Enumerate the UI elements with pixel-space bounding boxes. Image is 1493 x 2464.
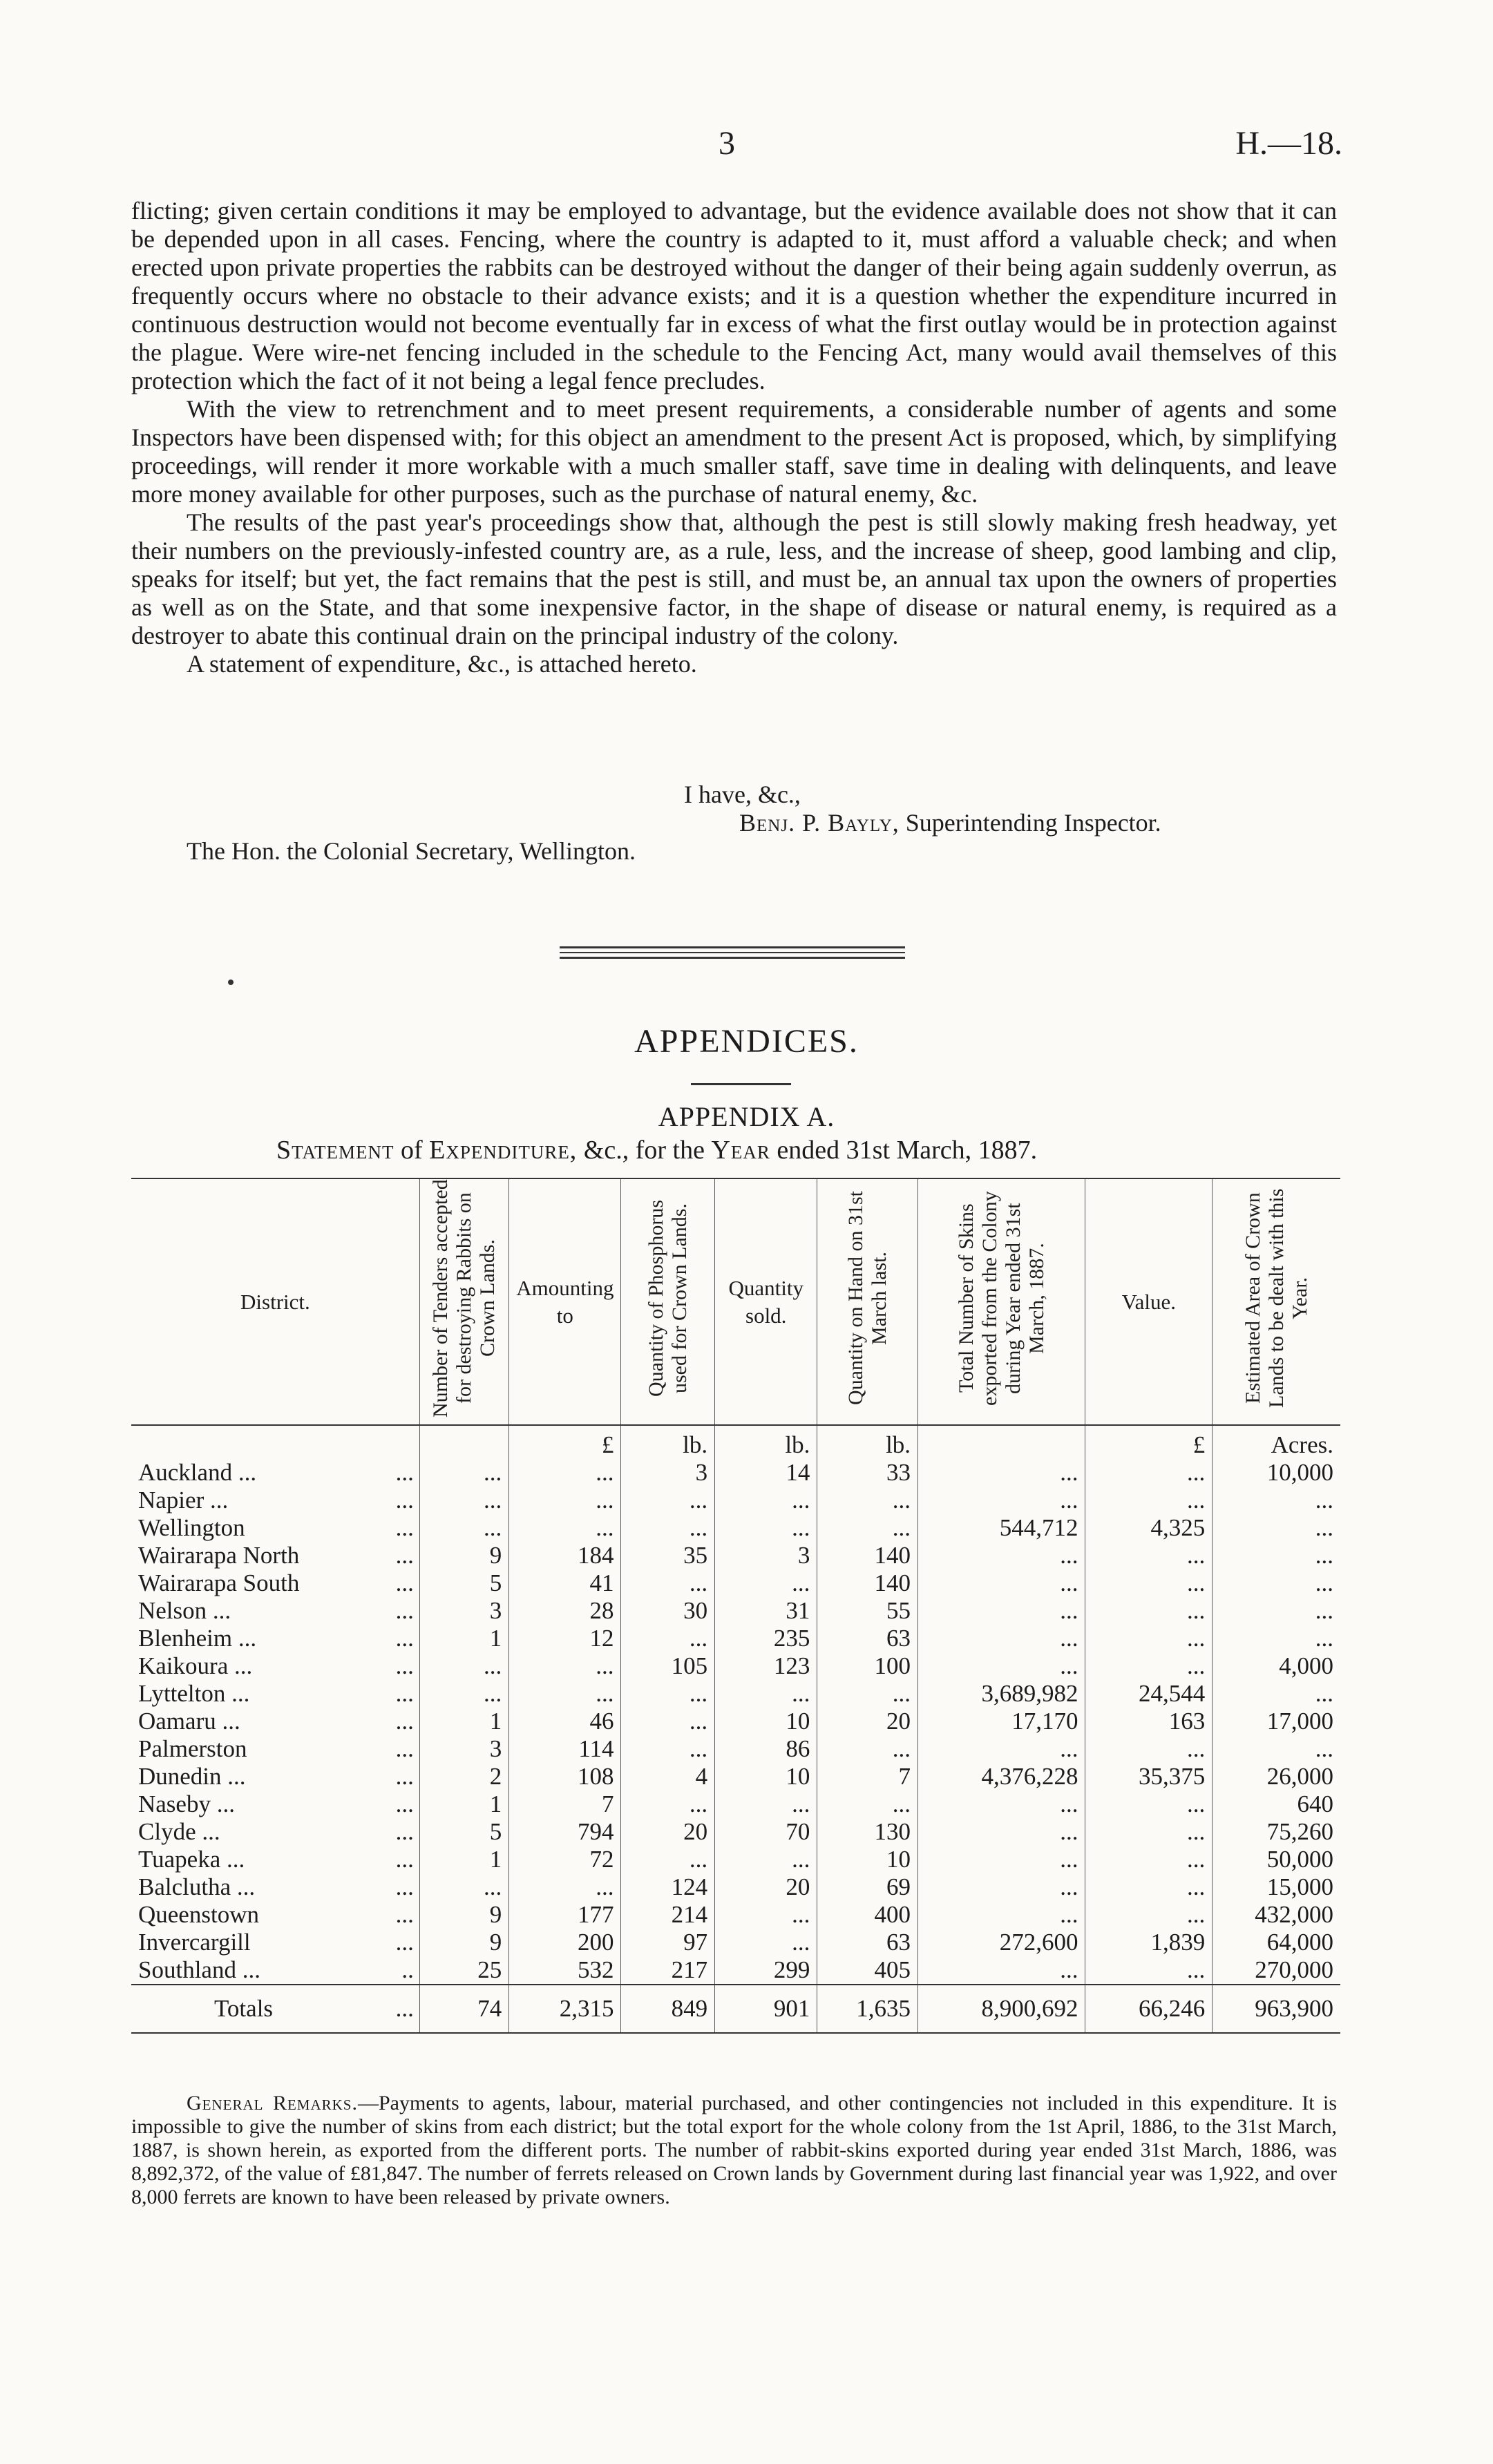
appendix-a-title: APPENDIX A. bbox=[658, 1101, 835, 1132]
cell-phosphorus: 105 bbox=[621, 1652, 715, 1680]
cell-on-hand: 400 bbox=[817, 1901, 918, 1929]
units-cell bbox=[918, 1425, 1085, 1459]
header-on-hand bbox=[817, 1178, 918, 1425]
cell-tenders: 5 bbox=[419, 1818, 508, 1846]
table-row bbox=[131, 1873, 1340, 1901]
cell-phosphorus: 30 bbox=[621, 1597, 715, 1625]
cell-sold: ... bbox=[715, 1790, 817, 1818]
cell-phosphorus: ... bbox=[621, 1735, 715, 1763]
units-cell: Acres. bbox=[1213, 1425, 1340, 1459]
cell-dots: ... bbox=[395, 1680, 414, 1707]
cell-value: ... bbox=[1085, 1846, 1213, 1873]
units-cell: £ bbox=[509, 1425, 621, 1459]
cell-value: ... bbox=[1085, 1652, 1213, 1680]
cell-area: ... bbox=[1213, 1735, 1340, 1763]
cell-amount: 177 bbox=[509, 1901, 621, 1929]
statement-word: Statement bbox=[276, 1136, 394, 1165]
table-row bbox=[131, 1514, 1340, 1542]
statement-word: of bbox=[400, 1136, 423, 1165]
cell-phosphorus: 217 bbox=[621, 1956, 715, 1985]
cell-on-hand: 69 bbox=[817, 1873, 918, 1901]
totals-row bbox=[131, 1985, 1340, 2033]
cell-district: Clyde ... bbox=[138, 1818, 220, 1845]
header-on-hand-text: Quantity on Hand on 31st March last. bbox=[844, 1191, 891, 1406]
cell-on-hand: ... bbox=[817, 1514, 918, 1542]
cell-dots: ... bbox=[395, 1542, 414, 1569]
cell-dots: ... bbox=[395, 1901, 414, 1928]
cell-amount: ... bbox=[509, 1459, 621, 1487]
cell-phosphorus: 124 bbox=[621, 1873, 715, 1901]
cell-sold: 31 bbox=[715, 1597, 817, 1625]
cell-value: 4,325 bbox=[1085, 1514, 1213, 1542]
units-cell: lb. bbox=[715, 1425, 817, 1459]
cell-district: Dunedin ... bbox=[138, 1763, 246, 1790]
signature-title: Superintending Inspector. bbox=[905, 809, 1161, 837]
cell-tenders: 1 bbox=[419, 1790, 508, 1818]
cell-on-hand: 55 bbox=[817, 1597, 918, 1625]
letter-body bbox=[131, 197, 1337, 678]
general-remarks bbox=[131, 2092, 1337, 2209]
cell-phosphorus: ... bbox=[621, 1569, 715, 1597]
units-cell: lb. bbox=[621, 1425, 715, 1459]
cell-phosphorus: 97 bbox=[621, 1929, 715, 1956]
cell-district: Blenheim ... bbox=[138, 1625, 257, 1652]
cell-tenders: 1 bbox=[419, 1846, 508, 1873]
cell-amount: 114 bbox=[509, 1735, 621, 1763]
cell-sold: 123 bbox=[715, 1652, 817, 1680]
cell-district: Napier ... bbox=[138, 1487, 229, 1513]
cell-dots: ... bbox=[395, 1569, 414, 1596]
statement-word: &c., for the bbox=[583, 1136, 705, 1165]
cell-dots: ... bbox=[395, 1763, 414, 1790]
cell-on-hand: 140 bbox=[817, 1542, 918, 1569]
document-reference: H.—18. bbox=[1235, 125, 1342, 162]
addressee: The Hon. the Colonial Secretary, Wellington. bbox=[187, 837, 636, 865]
paragraph-2: With the view to retrenchment and to meet present requirements, a considerable number of agents and some Inspectors have been dispensed with; for this object an amendment to the present Act is proposed, which, by simplifying proceedings, will render it more workable with a much smaller staff, save time in dealing with delinquents, and leave more money available for other purposes, such as the purchase of natural enemy, &c. bbox=[131, 395, 1337, 508]
header-sold: Quantity sold. bbox=[715, 1178, 817, 1425]
cell-amount: ... bbox=[509, 1652, 621, 1680]
cell-dots: ... bbox=[395, 1929, 414, 1956]
paragraph-1: flicting; given certain conditions it may be employed to advantage, but the evidence available does not show that it can be depended upon in all cases. Fencing, where the country is adapted to it, must afford a valuable check; and when erected upon private properties the rabbits can be destroyed without the danger of their being again suddenly overrun, as frequently occurs where no obstacle to their advance exists; and it is a question whether the expenditure incurred in continuous destruction would not become eventually far in excess of what the first outlay would be in protection against the plague. Were wire-net fencing included in the schedule to the Fencing Act, many would avail themselves of this protection which the fact of it not being a legal fence precludes. bbox=[131, 197, 1337, 394]
cell-amount: 200 bbox=[509, 1929, 621, 1956]
cell-on-hand: 100 bbox=[817, 1652, 918, 1680]
cell-on-hand: ... bbox=[817, 1735, 918, 1763]
cell-on-hand: ... bbox=[817, 1680, 918, 1708]
cell-amount: 72 bbox=[509, 1846, 621, 1873]
cell-phosphorus: 20 bbox=[621, 1818, 715, 1846]
cell-tenders: 9 bbox=[419, 1929, 508, 1956]
cell-phosphorus: ... bbox=[621, 1625, 715, 1652]
expenditure-table bbox=[131, 1178, 1340, 2034]
header-area-text: Estimated Area of Crown Lands to be dealt with this Year. bbox=[1241, 1188, 1311, 1408]
cell-area: ... bbox=[1213, 1487, 1340, 1514]
title-rule bbox=[691, 1083, 791, 1085]
cell-phosphorus: 4 bbox=[621, 1763, 715, 1790]
cell-tenders: 2 bbox=[419, 1763, 508, 1790]
cell-on-hand: 63 bbox=[817, 1929, 918, 1956]
header-value: Value. bbox=[1085, 1178, 1213, 1425]
cell-amount: 794 bbox=[509, 1818, 621, 1846]
statement-word: Expenditure, bbox=[429, 1136, 578, 1165]
cell-phosphorus: ... bbox=[621, 1708, 715, 1735]
units-cell bbox=[368, 1425, 420, 1459]
cell-tenders: 3 bbox=[419, 1597, 508, 1625]
table-row bbox=[131, 1487, 1340, 1514]
cell-value: ... bbox=[1085, 1569, 1213, 1597]
cell-dots: ... bbox=[395, 1790, 414, 1817]
cell-amount: 7 bbox=[509, 1790, 621, 1818]
units-cell: lb. bbox=[817, 1425, 918, 1459]
cell-amount: ... bbox=[509, 1514, 621, 1542]
cell-skins: 544,712 bbox=[918, 1514, 1085, 1542]
cell-district: Southland ... bbox=[138, 1956, 260, 1983]
signature bbox=[739, 809, 1161, 837]
cell-district: Nelson ... bbox=[138, 1597, 231, 1624]
cell-sold: ... bbox=[715, 1487, 817, 1514]
cell-phosphorus: 3 bbox=[621, 1459, 715, 1487]
cell-value: ... bbox=[1085, 1735, 1213, 1763]
cell-value: 163 bbox=[1085, 1708, 1213, 1735]
cell-skins: 8,900,692 bbox=[918, 1985, 1085, 2033]
cell-skins: ... bbox=[918, 1459, 1085, 1487]
cell-skins: ... bbox=[918, 1487, 1085, 1514]
cell-sold: 10 bbox=[715, 1708, 817, 1735]
cell-on-hand: 10 bbox=[817, 1846, 918, 1873]
cell-tenders: ... bbox=[419, 1680, 508, 1708]
cell-on-hand: 405 bbox=[817, 1956, 918, 1985]
cell-tenders: 1 bbox=[419, 1708, 508, 1735]
cell-area: 270,000 bbox=[1213, 1956, 1340, 1985]
cell-on-hand: 7 bbox=[817, 1763, 918, 1790]
cell-tenders: ... bbox=[419, 1514, 508, 1542]
units-cell bbox=[419, 1425, 508, 1459]
cell-sold: ... bbox=[715, 1514, 817, 1542]
cell-area: 17,000 bbox=[1213, 1708, 1340, 1735]
cell-skins: ... bbox=[918, 1790, 1085, 1818]
cell-district: Palmerston bbox=[138, 1735, 247, 1762]
table-row bbox=[131, 1929, 1340, 1956]
cell-skins: 17,170 bbox=[918, 1708, 1085, 1735]
cell-district: Totals bbox=[131, 1985, 368, 2033]
cell-sold: 86 bbox=[715, 1735, 817, 1763]
cell-amount: 28 bbox=[509, 1597, 621, 1625]
cell-dots: ... bbox=[395, 1708, 414, 1735]
cell-value: ... bbox=[1085, 1956, 1213, 1985]
cell-on-hand: 130 bbox=[817, 1818, 918, 1846]
cell-tenders: 25 bbox=[419, 1956, 508, 1985]
cell-skins: ... bbox=[918, 1735, 1085, 1763]
header-tenders-text: Number of Tenders accepted for destroying Rabbits on Crown Lands. bbox=[429, 1179, 500, 1417]
cell-district: Queenstown bbox=[138, 1901, 259, 1928]
cell-value: ... bbox=[1085, 1873, 1213, 1901]
table-row bbox=[131, 1901, 1340, 1929]
cell-skins: ... bbox=[918, 1569, 1085, 1597]
cell-skins: ... bbox=[918, 1652, 1085, 1680]
cell-dots: ... bbox=[395, 1514, 414, 1541]
cell-value: ... bbox=[1085, 1459, 1213, 1487]
cell-district: Wairarapa South bbox=[138, 1569, 300, 1596]
cell-phosphorus: ... bbox=[621, 1514, 715, 1542]
cell-tenders: 9 bbox=[419, 1542, 508, 1569]
cell-value: 66,246 bbox=[1085, 1985, 1213, 2033]
statement-word: ended 31st March, 1887. bbox=[777, 1136, 1038, 1165]
cell-dots: ... bbox=[368, 1985, 420, 2033]
section-divider bbox=[560, 946, 905, 962]
table-row bbox=[131, 1542, 1340, 1569]
cell-amount: 12 bbox=[509, 1625, 621, 1652]
cell-area: ... bbox=[1213, 1569, 1340, 1597]
cell-sold: 70 bbox=[715, 1818, 817, 1846]
cell-sold: 20 bbox=[715, 1873, 817, 1901]
cell-dots: ... bbox=[395, 1735, 414, 1762]
table-row bbox=[131, 1735, 1340, 1763]
cell-district: Balclutha ... bbox=[138, 1873, 256, 1900]
cell-value: 35,375 bbox=[1085, 1763, 1213, 1790]
table-row bbox=[131, 1569, 1340, 1597]
table-row bbox=[131, 1625, 1340, 1652]
statement-heading bbox=[276, 1135, 1037, 1165]
cell-amount: ... bbox=[509, 1680, 621, 1708]
cell-on-hand: ... bbox=[817, 1487, 918, 1514]
cell-value: ... bbox=[1085, 1901, 1213, 1929]
remarks-label: General Remarks. bbox=[187, 2092, 358, 2114]
cell-amount: 108 bbox=[509, 1763, 621, 1790]
cell-on-hand: 63 bbox=[817, 1625, 918, 1652]
cell-tenders: 5 bbox=[419, 1569, 508, 1597]
cell-dots: ... bbox=[395, 1625, 414, 1652]
table-row bbox=[131, 1846, 1340, 1873]
cell-phosphorus: ... bbox=[621, 1680, 715, 1708]
table-row bbox=[131, 1956, 1340, 1985]
cell-amount: 46 bbox=[509, 1708, 621, 1735]
cell-skins: ... bbox=[918, 1597, 1085, 1625]
cell-skins: 4,376,228 bbox=[918, 1763, 1085, 1790]
header-district: District. bbox=[131, 1178, 419, 1425]
table-row bbox=[131, 1597, 1340, 1625]
cell-phosphorus: ... bbox=[621, 1487, 715, 1514]
header-skins bbox=[918, 1178, 1085, 1425]
cell-area: 64,000 bbox=[1213, 1929, 1340, 1956]
cell-sold: ... bbox=[715, 1929, 817, 1956]
cell-dots: ... bbox=[395, 1459, 414, 1486]
cell-value: ... bbox=[1085, 1790, 1213, 1818]
cell-dots: ... bbox=[395, 1873, 414, 1900]
cell-skins: ... bbox=[918, 1901, 1085, 1929]
cell-amount: 184 bbox=[509, 1542, 621, 1569]
cell-dots: ... bbox=[395, 1487, 414, 1513]
cell-district: Oamaru ... bbox=[138, 1708, 240, 1735]
units-cell bbox=[131, 1425, 368, 1459]
header-amount: Amounting to bbox=[509, 1178, 621, 1425]
cell-area: 4,000 bbox=[1213, 1652, 1340, 1680]
cell-skins: ... bbox=[918, 1873, 1085, 1901]
cell-sold: ... bbox=[715, 1569, 817, 1597]
cell-skins: ... bbox=[918, 1625, 1085, 1652]
cell-sold: ... bbox=[715, 1901, 817, 1929]
cell-dots: ... bbox=[395, 1846, 414, 1873]
header-phosphorus-text: Quantity of Phosphorus used for Crown Lands. bbox=[644, 1200, 691, 1397]
cell-value: ... bbox=[1085, 1818, 1213, 1846]
cell-tenders: 74 bbox=[419, 1985, 508, 2033]
cell-district: Wairarapa North bbox=[138, 1542, 300, 1569]
statement-word: Year bbox=[711, 1136, 770, 1165]
closing: I have, &c., bbox=[684, 781, 801, 808]
cell-area: 26,000 bbox=[1213, 1763, 1340, 1790]
cell-phosphorus: ... bbox=[621, 1790, 715, 1818]
cell-area: 75,260 bbox=[1213, 1818, 1340, 1846]
cell-sold: 901 bbox=[715, 1985, 817, 2033]
cell-phosphorus: 214 bbox=[621, 1901, 715, 1929]
cell-skins: 272,600 bbox=[918, 1929, 1085, 1956]
cell-area: 15,000 bbox=[1213, 1873, 1340, 1901]
signature-name: Benj. P. Bayly, bbox=[739, 809, 900, 837]
cell-dots: ... bbox=[395, 1597, 414, 1624]
page-number: 3 bbox=[719, 125, 735, 162]
cell-tenders: 9 bbox=[419, 1901, 508, 1929]
cell-area: 432,000 bbox=[1213, 1901, 1340, 1929]
units-row bbox=[131, 1425, 1340, 1459]
cell-district: Invercargill bbox=[138, 1929, 251, 1956]
header-area bbox=[1213, 1178, 1340, 1425]
cell-amount: 2,315 bbox=[509, 1985, 621, 2033]
cell-area: 963,900 bbox=[1213, 1985, 1340, 2033]
cell-value: ... bbox=[1085, 1487, 1213, 1514]
cell-on-hand: 140 bbox=[817, 1569, 918, 1597]
table-row bbox=[131, 1680, 1340, 1708]
cell-sold: ... bbox=[715, 1680, 817, 1708]
cell-area: ... bbox=[1213, 1680, 1340, 1708]
header-phosphorus bbox=[621, 1178, 715, 1425]
cell-dots: .. bbox=[401, 1956, 414, 1983]
cell-area: ... bbox=[1213, 1597, 1340, 1625]
cell-tenders: 1 bbox=[419, 1625, 508, 1652]
cell-district: Kaikoura ... bbox=[138, 1652, 253, 1679]
cell-dots: ... bbox=[395, 1652, 414, 1679]
cell-sold: 299 bbox=[715, 1956, 817, 1985]
table-row bbox=[131, 1790, 1340, 1818]
cell-area: 640 bbox=[1213, 1790, 1340, 1818]
cell-skins: ... bbox=[918, 1956, 1085, 1985]
stray-mark bbox=[228, 980, 234, 985]
header-skins-text: Total Number of Skins exported from the Colony during Year ended 31st March, 1887. bbox=[954, 1191, 1048, 1406]
cell-tenders: ... bbox=[419, 1652, 508, 1680]
cell-area: ... bbox=[1213, 1625, 1340, 1652]
cell-skins: 3,689,982 bbox=[918, 1680, 1085, 1708]
table-row bbox=[131, 1459, 1340, 1487]
cell-sold: 10 bbox=[715, 1763, 817, 1790]
cell-skins: ... bbox=[918, 1818, 1085, 1846]
table-row bbox=[131, 1652, 1340, 1680]
paragraph-4: A statement of expenditure, &c., is attached hereto. bbox=[187, 650, 697, 678]
cell-area: ... bbox=[1213, 1514, 1340, 1542]
cell-phosphorus: 849 bbox=[621, 1985, 715, 2033]
cell-phosphorus: 35 bbox=[621, 1542, 715, 1569]
cell-amount: ... bbox=[509, 1487, 621, 1514]
table-row bbox=[131, 1708, 1340, 1735]
cell-amount: ... bbox=[509, 1873, 621, 1901]
cell-district: Auckland ... bbox=[138, 1459, 257, 1486]
cell-skins: ... bbox=[918, 1542, 1085, 1569]
cell-area: 10,000 bbox=[1213, 1459, 1340, 1487]
cell-area: ... bbox=[1213, 1542, 1340, 1569]
units-cell: £ bbox=[1085, 1425, 1213, 1459]
cell-amount: 41 bbox=[509, 1569, 621, 1597]
cell-on-hand: 1,635 bbox=[817, 1985, 918, 2033]
cell-value: ... bbox=[1085, 1625, 1213, 1652]
cell-value: 1,839 bbox=[1085, 1929, 1213, 1956]
cell-sold: 14 bbox=[715, 1459, 817, 1487]
cell-district: Wellington bbox=[138, 1514, 245, 1541]
cell-sold: 3 bbox=[715, 1542, 817, 1569]
cell-area: 50,000 bbox=[1213, 1846, 1340, 1873]
header-tenders bbox=[419, 1178, 508, 1425]
table-row bbox=[131, 1763, 1340, 1790]
cell-sold: ... bbox=[715, 1846, 817, 1873]
cell-phosphorus: ... bbox=[621, 1846, 715, 1873]
table-row bbox=[131, 1818, 1340, 1846]
cell-value: 24,544 bbox=[1085, 1680, 1213, 1708]
cell-tenders: ... bbox=[419, 1459, 508, 1487]
cell-sold: 235 bbox=[715, 1625, 817, 1652]
cell-on-hand: 20 bbox=[817, 1708, 918, 1735]
appendices-title: APPENDICES. bbox=[634, 1023, 859, 1060]
cell-district: Lyttelton ... bbox=[138, 1680, 250, 1707]
cell-dots: ... bbox=[395, 1818, 414, 1845]
cell-on-hand: 33 bbox=[817, 1459, 918, 1487]
cell-tenders: ... bbox=[419, 1487, 508, 1514]
cell-value: ... bbox=[1085, 1542, 1213, 1569]
cell-value: ... bbox=[1085, 1597, 1213, 1625]
cell-tenders: ... bbox=[419, 1873, 508, 1901]
cell-amount: 532 bbox=[509, 1956, 621, 1985]
remarks-text: —Payments to agents, labour, material purchased, and other contingencies not included in this expenditure. It is impossible to give the number of skins from each district; but the total export for the whole colony from the 1st April, 1886, to the 31st March, 1887, is shown herein, as exported from the different ports. The number of rabbit-skins exported during year ended 31st March, 1886, was 8,892,372, of the value of £81,847. The number of ferrets released on Crown lands by Government during last financial year was 1,922, and over 8,000 ferrets are known to have been released by private owners. bbox=[131, 2092, 1338, 2208]
cell-on-hand: ... bbox=[817, 1790, 918, 1818]
cell-skins: ... bbox=[918, 1846, 1085, 1873]
cell-district: Naseby ... bbox=[138, 1790, 235, 1817]
paragraph-3: The results of the past year's proceedings show that, although the pest is still slowly making fresh headway, yet their numbers on the previously-infested country are, as a rule, less, and the increase of sheep, good lambing and clip, speaks for itself; but yet, the fact remains that the pest is still, and must be, an annual tax upon the owners of properties as well as on the State, and that some inexpensive factor, in the shape of disease or natural enemy, is required as a destroyer to abate this continual drain on the principal industry of the colony. bbox=[131, 508, 1337, 649]
cell-district: Tuapeka ... bbox=[138, 1846, 245, 1873]
cell-tenders: 3 bbox=[419, 1735, 508, 1763]
